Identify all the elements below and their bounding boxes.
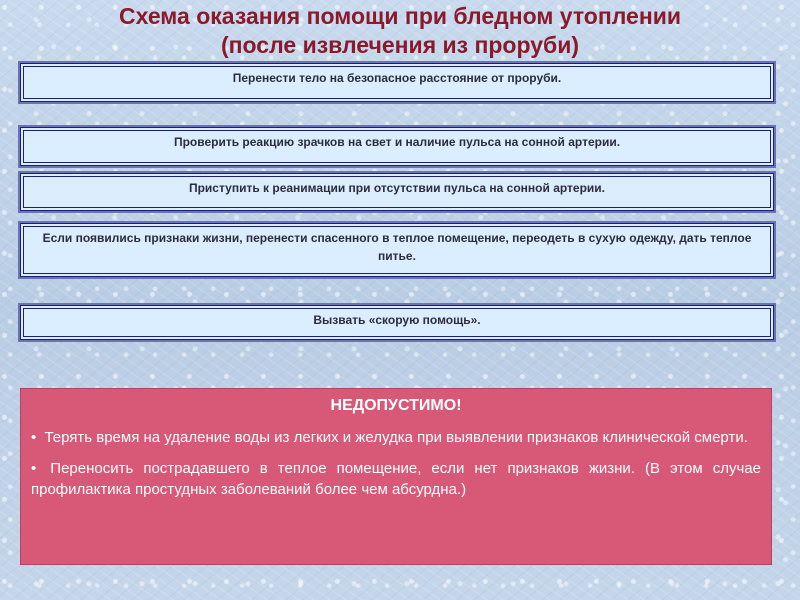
warning-panel (20, 388, 772, 565)
step-text: Вызвать «скорую помощь». (313, 313, 481, 327)
step-check-pupils-pulse (20, 127, 774, 166)
step-text: Проверить реакцию зрачков на свет и наличие пульса на сонной артерии. (173, 135, 621, 149)
step-text: Приступить к реанимации при отсутствии пульса на сонной артерии. (188, 181, 606, 195)
step-text: Если появились признаки жизни, перенести спасенного в теплое помещение, переодеть в сухую одежду, дать теплое питье. (42, 231, 752, 263)
warning-item-text: Переносить пострадавшего в теплое помещение, если нет признаков жизни. (В этом случае профилактика простудных заболеваний более чем абсурдна.) (31, 460, 761, 498)
page-title (0, 2, 800, 60)
step-start-resuscitation (20, 173, 774, 211)
warning-heading: НЕДОПУСТИМО! (330, 397, 462, 414)
title-line-1: Схема оказания помощи при бледном утоплении (118, 3, 682, 29)
warning-item (31, 427, 761, 448)
step-signs-of-life (20, 223, 774, 277)
step-text: Перенести тело на безопасное расстояние от проруби. (232, 71, 562, 85)
step-move-body (20, 63, 774, 102)
title-line-2: (после извлечения из проруби) (221, 32, 579, 58)
bullet-icon: • (31, 429, 37, 446)
warning-item-text: Терять время на удаление воды из легких и желудка при выявлении признаков клинической смерти. (44, 429, 748, 446)
bullet-icon: • (31, 460, 37, 477)
step-call-ambulance (20, 305, 774, 340)
warning-item (31, 458, 761, 500)
